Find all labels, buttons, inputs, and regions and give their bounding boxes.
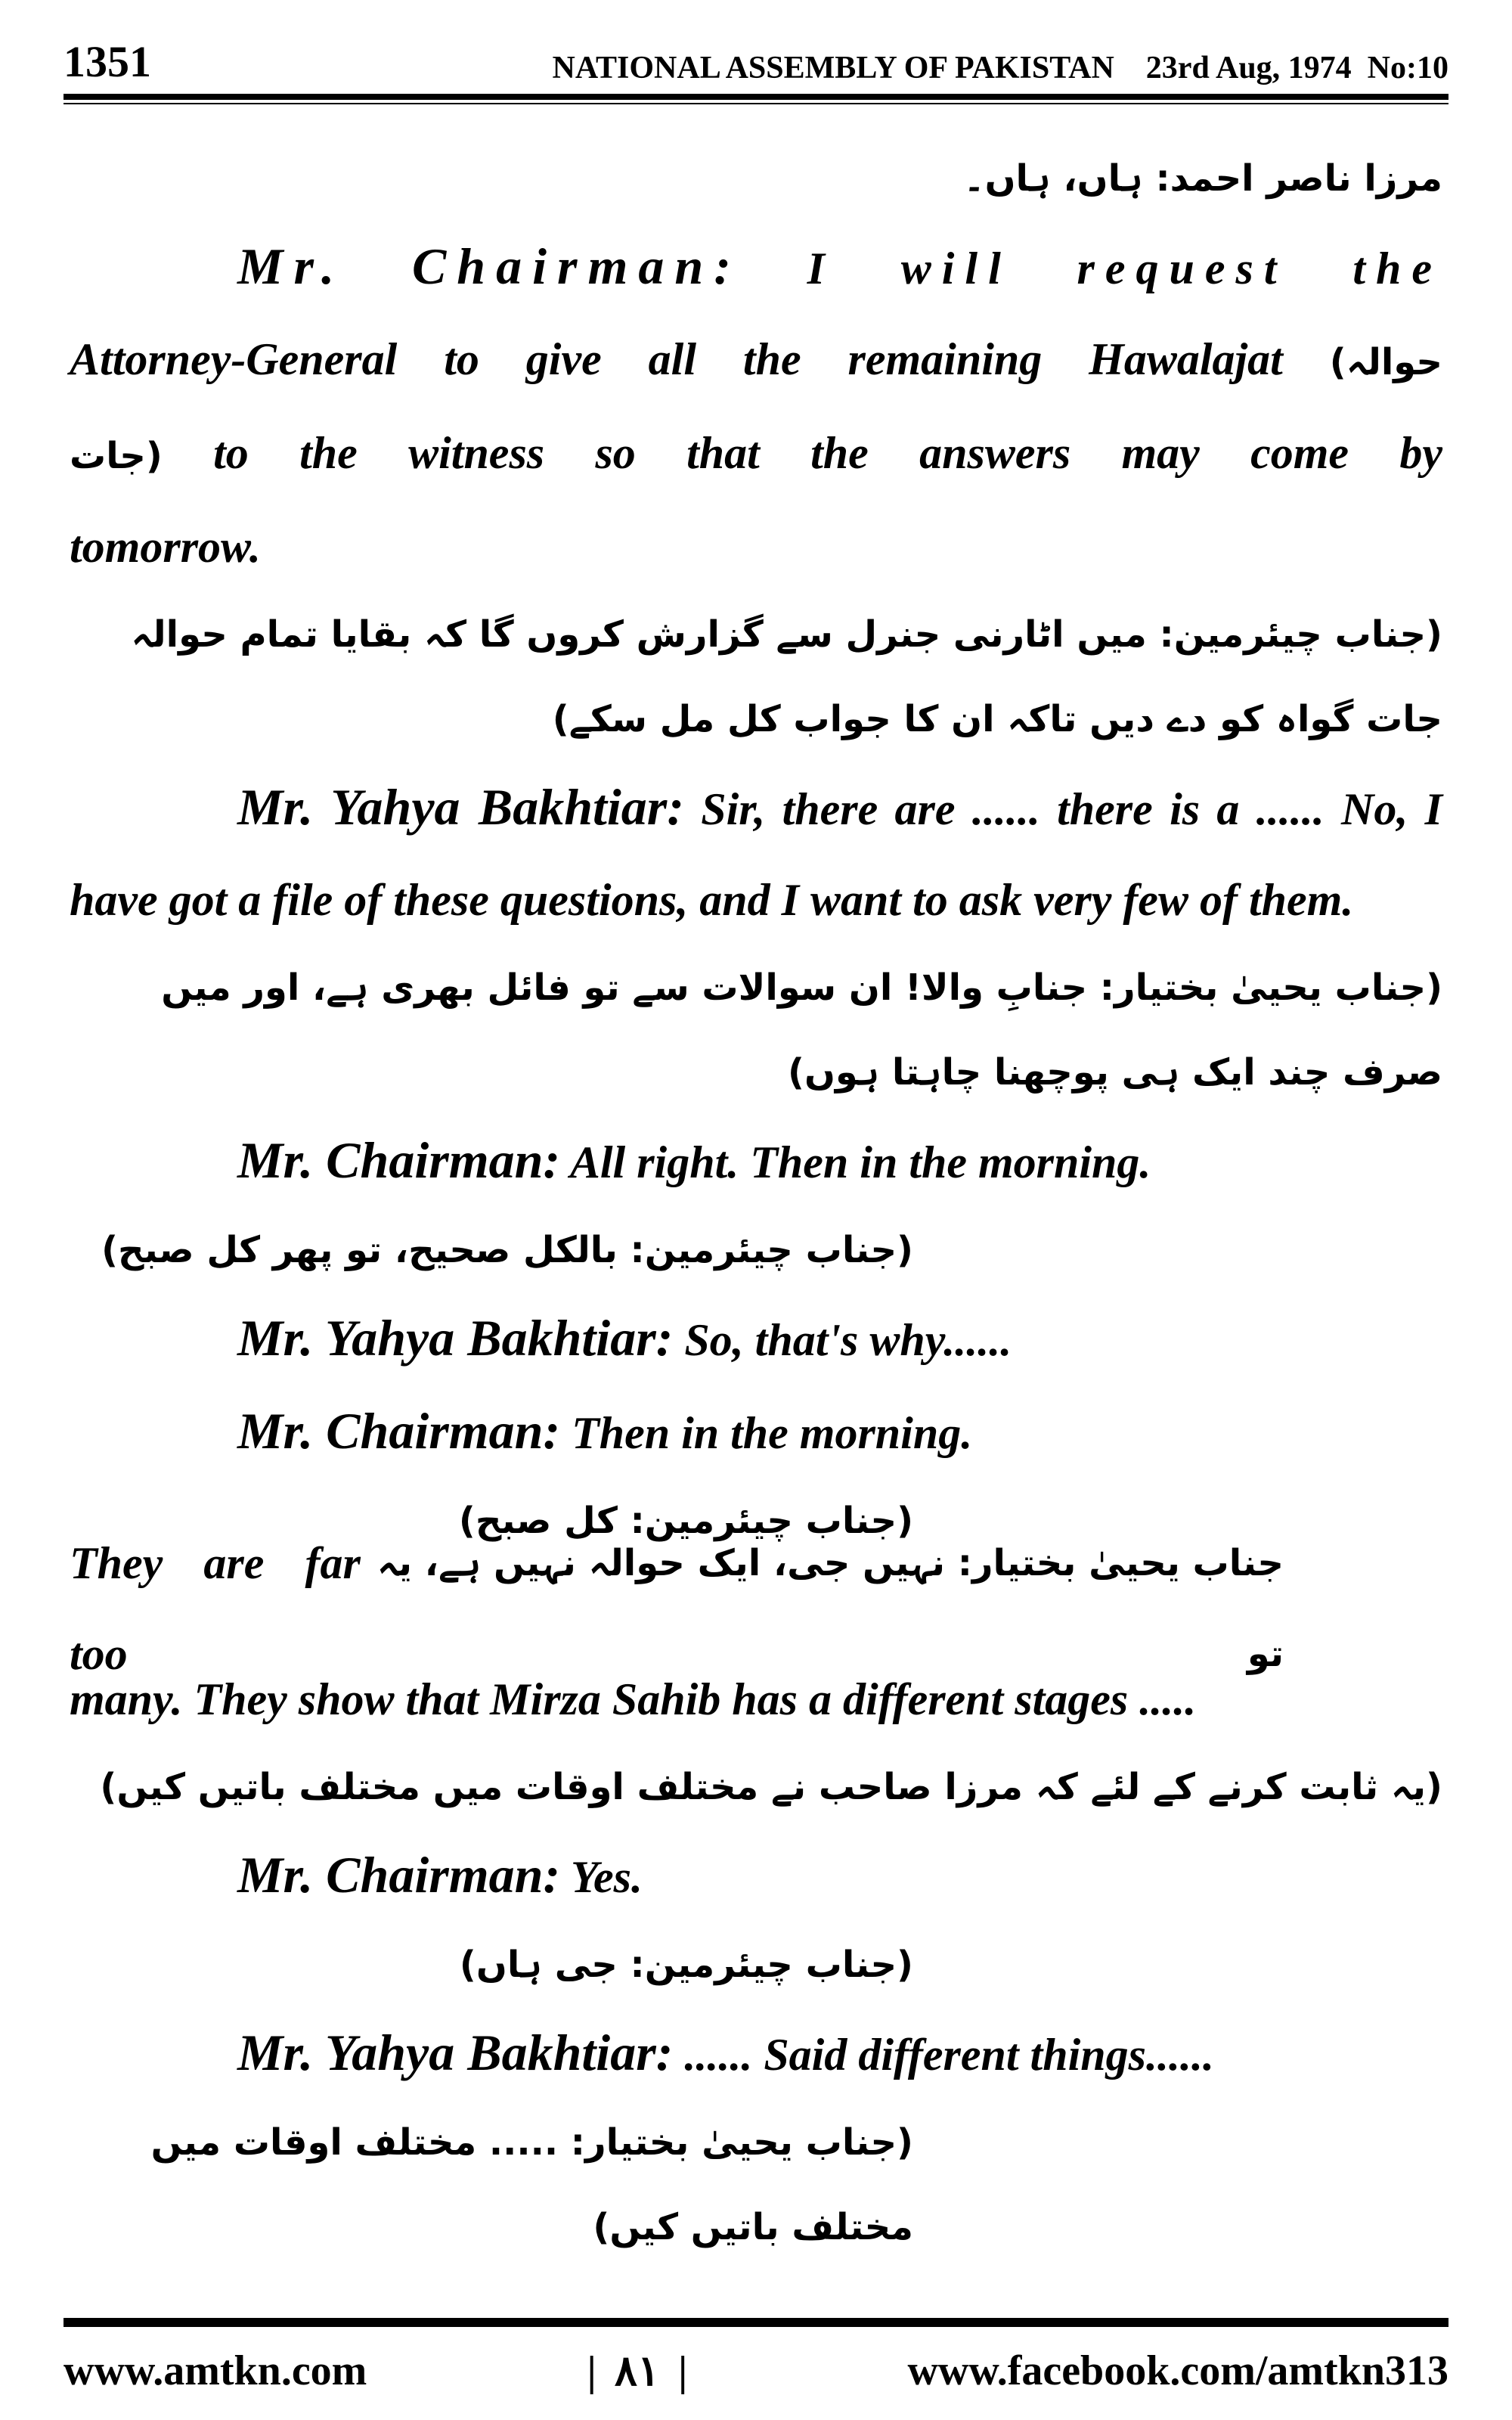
footer-separator: | xyxy=(677,2347,688,2395)
speaker-name: Mr. Chairman: xyxy=(237,237,742,295)
speaker-name: Mr. Yahya Bakhtiar: xyxy=(237,1309,674,1367)
english-paragraph xyxy=(70,1385,1442,1478)
urdu-paragraph: (جناب چیئرمین: جی ہاں) xyxy=(459,1944,913,1986)
urdu-paragraph: (یہ ثابت کرنے کے لئے کہ مرزا صاحب نے مختلف اوقات میں مختلف باتیں کیں) xyxy=(100,1766,1442,1808)
footer-page-indicator xyxy=(579,2347,695,2396)
speech-text: Sir, there are ...... there is a ...... No, I have got a file of these questions, and I want to ask very few of them. xyxy=(70,784,1443,925)
urdu-speech: جناب یحییٰ بختیار: نہیں جی، ایک حوالہ نہیں ہے، یہ تو xyxy=(376,1542,1284,1675)
speaker-name: Mr. Yahya Bakhtiar: xyxy=(237,2024,674,2081)
speaker-name: Mr. Chairman: xyxy=(237,1846,561,1903)
running-title: NATIONAL ASSEMBLY OF PAKISTAN 23rd Aug, 1974 No:10 xyxy=(552,51,1448,85)
urdu-paragraph: (جناب یحییٰ بختیار: جنابِ والا! ان سوالات سے تو فائل بھری ہے، اور میں صرف چند ایک ہی پوچھنا چاہتا ہوں) xyxy=(161,966,1442,1094)
urdu-paragraph: (جناب یحییٰ بختیار: ..... مختلف اوقات میں مختلف باتیں کیں) xyxy=(150,2121,913,2248)
speech-text: Yes. xyxy=(560,1852,643,1902)
speech-text: They are far too xyxy=(70,1538,361,1679)
footer-website-link[interactable]: www.amtkn.com xyxy=(64,2347,367,2394)
page-footer xyxy=(64,2337,1448,2405)
english-paragraph xyxy=(70,1829,1442,1922)
inline-urdu: (حوالہ xyxy=(1329,341,1442,383)
urdu-paragraph: (جناب چیئرمین: بالکل صحیح، تو پھر کل صبح) xyxy=(101,1229,913,1271)
speech-text: Attorney-General to give all the remaining Hawalajat xyxy=(70,334,1330,384)
speaker-name: Mr. Chairman: xyxy=(237,1402,561,1460)
inline-urdu: جات) xyxy=(70,435,163,477)
header-rule xyxy=(64,94,1448,100)
english-paragraph xyxy=(70,1292,1442,1385)
speaker-name: Mr. Yahya Bakhtiar: xyxy=(237,778,684,836)
header-rule-thin xyxy=(64,103,1448,104)
page-number: 1351 xyxy=(64,37,151,86)
english-paragraph xyxy=(70,762,1442,945)
page-header xyxy=(64,30,1448,91)
speech-text: So, that's why...... xyxy=(673,1315,1012,1365)
urdu-paragraph: (جناب چیئرمین: میں اٹارنی جنرل سے گزارش کروں گا کہ بقایا تمام حوالہ جات گواہ کو دے دیں تاکہ ان کا جواب کل مل سکے) xyxy=(131,613,1442,740)
speech-text: Then in the morning. xyxy=(560,1408,973,1458)
english-line xyxy=(70,314,1442,408)
urdu-paragraph: مرزا ناصر احمد: ہاں، ہاں۔ xyxy=(963,157,1442,200)
urdu-paragraph: (جناب چیئرمین: کل صبح) xyxy=(458,1500,913,1542)
english-line xyxy=(70,408,1442,501)
speech-text: ...... Said different things...... xyxy=(673,2030,1214,2080)
speech-text: to the witness so that the answers may come by xyxy=(162,428,1442,478)
english-paragraph xyxy=(70,2007,1442,2100)
speaker-name: Mr. Chairman: xyxy=(237,1131,561,1189)
speech-text: All right. Then in the morning. xyxy=(560,1137,1151,1187)
footer-facebook-link[interactable]: www.facebook.com/amtkn313 xyxy=(907,2347,1448,2394)
page-content xyxy=(70,136,1442,2270)
english-paragraph xyxy=(70,221,1442,314)
mixed-line xyxy=(70,1538,1442,1679)
footer-separator: | xyxy=(587,2347,596,2395)
footer-rule xyxy=(64,2318,1448,2327)
footer-urdu-page-number: ۸۱ xyxy=(614,2347,660,2395)
english-line: many. They show that Mirza Sahib has a different stages ..... xyxy=(70,1674,1197,1724)
speech-text: I will request the xyxy=(741,244,1442,293)
english-line: tomorrow. xyxy=(70,522,261,572)
english-paragraph xyxy=(70,1115,1442,1208)
